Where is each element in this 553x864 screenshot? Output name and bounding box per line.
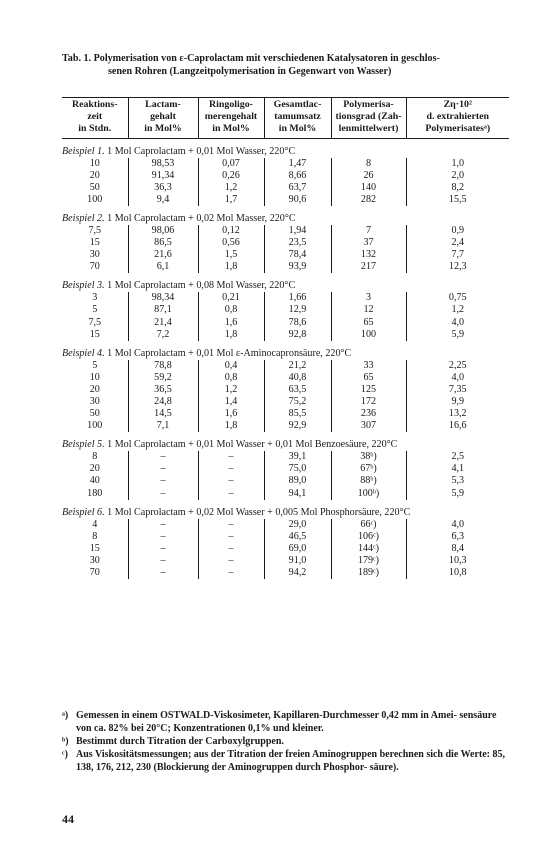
cell-degree: 65 — [331, 317, 406, 329]
table-row — [62, 420, 509, 432]
cell-oligomer: 0,07 — [198, 158, 264, 170]
cell-time: 5 — [92, 359, 98, 371]
cell-oligomer: 0,56 — [198, 237, 264, 249]
cell-conversion: 1,47 — [264, 158, 331, 170]
data-table — [62, 97, 509, 579]
cell-degree: 217 — [331, 261, 406, 273]
cell-viscosity: 10,3 — [406, 555, 509, 567]
cell-lactam: – — [128, 451, 198, 463]
cell-lactam: 98,53 — [128, 158, 198, 170]
section-conditions: 1 Mol Caprolactam + 0,01 Mol Wasser, 220°C — [107, 145, 296, 157]
section-heading — [62, 438, 509, 451]
cell-time: 8 — [92, 530, 98, 542]
cell-oligomer: 1,8 — [198, 261, 264, 273]
cell-degree: 100ᵇ) — [331, 488, 406, 500]
cell-lactam: 24,8 — [128, 396, 198, 408]
cell-lactam: 87,1 — [128, 304, 198, 316]
cell-oligomer: 1,8 — [198, 420, 264, 432]
cell-viscosity: 0,75 — [406, 292, 509, 304]
cell-conversion: 90,6 — [264, 194, 331, 206]
section-heading — [62, 212, 509, 225]
cell-viscosity: 1,0 — [406, 158, 509, 170]
cell-oligomer: 0,26 — [198, 170, 264, 182]
cell-time: 15 — [89, 328, 100, 340]
header-degree: Polymerisa- tionsgrad (Zah- lenmittelwert) — [331, 98, 406, 139]
cell-degree: 144ᶜ) — [331, 543, 406, 555]
cell-conversion: 93,9 — [264, 261, 331, 273]
caption-line-1: Tab. 1. Polymerisation von ε-Caprolactam mit verschiedenen Katalysatoren in geschlos- — [62, 53, 440, 64]
cell-viscosity: 7,7 — [406, 249, 509, 261]
cell-lactam: 59,2 — [128, 372, 198, 384]
cell-conversion: 39,1 — [264, 451, 331, 463]
cell-degree: 236 — [331, 408, 406, 420]
cell-time: 50 — [89, 181, 100, 193]
cell-conversion: 94,2 — [264, 567, 331, 579]
cell-conversion: 91,0 — [264, 555, 331, 567]
section-label: Beispiel 4. — [62, 347, 105, 359]
cell-degree: 33 — [331, 360, 406, 372]
header-lactam: Lactam- gehalt in Mol% — [128, 98, 198, 139]
cell-lactam: 86,5 — [128, 237, 198, 249]
section-label: Beispiel 5. — [62, 439, 105, 451]
cell-degree: 172 — [331, 396, 406, 408]
cell-time: 7,5 — [88, 224, 102, 236]
cell-time: 50 — [89, 408, 100, 420]
cell-viscosity: 10,8 — [406, 567, 509, 579]
cell-lactam: – — [128, 567, 198, 579]
cell-conversion: 78,6 — [264, 317, 331, 329]
cell-viscosity: 2,5 — [406, 451, 509, 463]
table-row — [62, 543, 509, 555]
cell-time: 15 — [89, 542, 100, 554]
cell-viscosity: 1,2 — [406, 304, 509, 316]
footnotes — [62, 709, 512, 774]
cell-time: 100 — [87, 193, 103, 205]
cell-degree: 3 — [331, 292, 406, 304]
table-row — [62, 317, 509, 329]
table-row — [62, 463, 509, 475]
cell-time: 70 — [89, 567, 100, 579]
section-conditions: 1 Mol Caprolactam + 0,02 Mol Masser, 220°C — [107, 212, 296, 224]
table-row — [62, 249, 509, 261]
cell-degree: 189ᶜ) — [331, 567, 406, 579]
cell-conversion: 75,0 — [264, 463, 331, 475]
table-row — [62, 475, 509, 487]
section-conditions: 1 Mol Caprolactam + 0,02 Mol Wasser + 0,005 Mol Phosphorsäure, 220°C — [107, 506, 411, 518]
cell-viscosity: 6,3 — [406, 531, 509, 543]
cell-lactam: 9,4 — [128, 194, 198, 206]
cell-degree: 307 — [331, 420, 406, 432]
cell-oligomer: – — [198, 567, 264, 579]
cell-degree: 26 — [331, 170, 406, 182]
cell-viscosity: 13,2 — [406, 408, 509, 420]
cell-oligomer: – — [198, 555, 264, 567]
cell-viscosity: 4,0 — [406, 519, 509, 531]
cell-conversion: 21,2 — [264, 360, 331, 372]
header-time: Reaktions- zeit in Stdn. — [71, 99, 118, 135]
cell-time: 180 — [87, 487, 103, 499]
cell-lactam: 36,5 — [128, 384, 198, 396]
cell-conversion: 29,0 — [264, 519, 331, 531]
cell-oligomer: – — [198, 519, 264, 531]
cell-conversion: 63,5 — [264, 384, 331, 396]
cell-conversion: 75,2 — [264, 396, 331, 408]
cell-oligomer: 1,6 — [198, 408, 264, 420]
cell-lactam: – — [128, 555, 198, 567]
cell-oligomer: 1,2 — [198, 182, 264, 194]
cell-time: 8 — [92, 451, 98, 463]
cell-lactam: 7,1 — [128, 420, 198, 432]
table-row — [62, 194, 509, 206]
cell-viscosity: 16,6 — [406, 420, 509, 432]
cell-viscosity: 2,25 — [406, 360, 509, 372]
cell-viscosity: 8,4 — [406, 543, 509, 555]
cell-degree: 12 — [331, 304, 406, 316]
cell-degree: 132 — [331, 249, 406, 261]
section-label: Beispiel 1. — [62, 145, 105, 157]
cell-lactam: – — [128, 488, 198, 500]
cell-oligomer: 0,8 — [198, 304, 264, 316]
cell-time: 4 — [92, 518, 98, 530]
cell-lactam: – — [128, 463, 198, 475]
cell-degree: 125 — [331, 384, 406, 396]
cell-time: 100 — [87, 420, 103, 432]
footnote-c: ᶜ) Aus Viskositätsmessungen; aus der Titration der freien Aminogruppen berechnen sich die Werte: 85, 138, 176, 212, 230 (Blockierung der Aminogruppen durch Phosphor- säure). — [62, 749, 506, 773]
cell-degree: 282 — [331, 194, 406, 206]
section-conditions: 1 Mol Caprolactam + 0,01 Mol Wasser + 0,01 Mol Benzoesäure, 220°C — [107, 439, 398, 451]
cell-oligomer: 0,4 — [198, 360, 264, 372]
cell-time: 3 — [92, 292, 98, 304]
cell-lactam: – — [128, 519, 198, 531]
cell-degree: 66ᶜ) — [331, 519, 406, 531]
cell-conversion: 8,66 — [264, 170, 331, 182]
section-heading — [62, 506, 509, 519]
table-row — [62, 329, 509, 341]
footnote-b: ᵇ) Bestimmt durch Titration der Carboxylgruppen. — [62, 736, 284, 747]
table-row — [62, 451, 509, 463]
section-heading — [62, 347, 509, 360]
cell-degree: 7 — [331, 225, 406, 237]
table-row — [62, 408, 509, 420]
cell-conversion: 40,8 — [264, 372, 331, 384]
cell-oligomer: – — [198, 463, 264, 475]
cell-degree: 140 — [331, 182, 406, 194]
table-row — [62, 261, 509, 273]
cell-viscosity: 5,3 — [406, 475, 509, 487]
cell-degree: 179ᶜ) — [331, 555, 406, 567]
cell-viscosity: 4,0 — [406, 317, 509, 329]
cell-lactam: 91,34 — [128, 170, 198, 182]
cell-viscosity: 5,9 — [406, 329, 509, 341]
cell-viscosity: 9,9 — [406, 396, 509, 408]
cell-oligomer: 0,8 — [198, 372, 264, 384]
cell-degree: 88ᵇ) — [331, 475, 406, 487]
cell-conversion: 46,5 — [264, 531, 331, 543]
cell-time: 40 — [89, 475, 100, 487]
table-header — [62, 98, 509, 139]
cell-lactam: 98,34 — [128, 292, 198, 304]
cell-time: 30 — [89, 249, 100, 261]
section-conditions: 1 Mol Caprolactam + 0,01 Mol ε-Aminocapronsäure, 220°C — [107, 347, 352, 359]
cell-oligomer: 0,21 — [198, 292, 264, 304]
cell-conversion: 1,66 — [264, 292, 331, 304]
cell-degree: 67ᵇ) — [331, 463, 406, 475]
cell-viscosity: 5,9 — [406, 488, 509, 500]
cell-degree: 65 — [331, 372, 406, 384]
cell-conversion: 92,9 — [264, 420, 331, 432]
table-body — [62, 138, 509, 579]
page-number: 44 — [62, 812, 74, 826]
cell-time: 70 — [89, 261, 100, 273]
table-row — [62, 292, 509, 304]
section-conditions: 1 Mol Caprolactam + 0,08 Mol Wasser, 220°C — [107, 280, 296, 292]
cell-conversion: 89,0 — [264, 475, 331, 487]
section-heading — [62, 145, 509, 158]
table-row — [62, 531, 509, 543]
header-viscosity: Zη·10² d. extrahierten Polymerisatesᵃ) — [406, 98, 509, 139]
cell-degree: 8 — [331, 158, 406, 170]
header-conversion: Gesamtlac- tamumsatz in Mol% — [264, 98, 331, 139]
cell-viscosity: 4,0 — [406, 372, 509, 384]
cell-viscosity: 2,0 — [406, 170, 509, 182]
table-row — [62, 384, 509, 396]
cell-conversion: 63,7 — [264, 182, 331, 194]
cell-lactam: – — [128, 475, 198, 487]
cell-viscosity: 8,2 — [406, 182, 509, 194]
section-label: Beispiel 6. — [62, 506, 105, 518]
cell-oligomer: – — [198, 475, 264, 487]
cell-oligomer: – — [198, 451, 264, 463]
cell-time: 30 — [89, 554, 100, 566]
table-row — [62, 555, 509, 567]
cell-conversion: 78,4 — [264, 249, 331, 261]
cell-conversion: 23,5 — [264, 237, 331, 249]
cell-degree: 106ᶜ) — [331, 531, 406, 543]
table-row — [62, 304, 509, 316]
header-oligomer: Ringoligo- merengehalt in Mol% — [198, 98, 264, 139]
cell-oligomer: – — [198, 488, 264, 500]
section-heading — [62, 279, 509, 292]
cell-lactam: 21,6 — [128, 249, 198, 261]
cell-time: 20 — [89, 383, 100, 395]
cell-viscosity: 0,9 — [406, 225, 509, 237]
cell-conversion: 85,5 — [264, 408, 331, 420]
cell-conversion: 94,1 — [264, 488, 331, 500]
cell-conversion: 92,8 — [264, 329, 331, 341]
cell-time: 15 — [89, 237, 100, 249]
section-label: Beispiel 2. — [62, 212, 105, 224]
cell-lactam: 7,2 — [128, 329, 198, 341]
table-row — [62, 519, 509, 531]
section-label: Beispiel 3. — [62, 280, 105, 292]
cell-viscosity: 4,1 — [406, 463, 509, 475]
cell-oligomer: 0,12 — [198, 225, 264, 237]
cell-lactam: – — [128, 531, 198, 543]
cell-lactam: 6,1 — [128, 261, 198, 273]
table-row — [62, 488, 509, 500]
cell-lactam: 14,5 — [128, 408, 198, 420]
cell-degree: 100 — [331, 329, 406, 341]
cell-lactam: 36,3 — [128, 182, 198, 194]
table-row — [62, 360, 509, 372]
cell-conversion: 1,94 — [264, 225, 331, 237]
table-row — [62, 182, 509, 194]
cell-oligomer: 1,5 — [198, 249, 264, 261]
cell-time: 20 — [89, 169, 100, 181]
cell-oligomer: 1,7 — [198, 194, 264, 206]
cell-oligomer: 1,8 — [198, 329, 264, 341]
table-caption — [62, 52, 502, 78]
table-row — [62, 372, 509, 384]
cell-oligomer: 1,4 — [198, 396, 264, 408]
cell-lactam: 21,4 — [128, 317, 198, 329]
cell-time: 5 — [92, 304, 98, 316]
cell-oligomer: 1,6 — [198, 317, 264, 329]
cell-oligomer: 1,2 — [198, 384, 264, 396]
cell-conversion: 12,9 — [264, 304, 331, 316]
cell-conversion: 69,0 — [264, 543, 331, 555]
table-row — [62, 567, 509, 579]
cell-viscosity: 12,3 — [406, 261, 509, 273]
footnote-a: ᵃ) Gemessen in einem OSTWALD-Viskosimeter, Kapillaren-Durchmesser 0,42 mm in Amei- sensäure von ca. 82% bei 20°C; Konzentrationen 0,1% und kleiner. — [62, 710, 497, 734]
table-row — [62, 170, 509, 182]
table-row — [62, 225, 509, 237]
cell-lactam: 78,8 — [128, 360, 198, 372]
cell-viscosity: 2,4 — [406, 237, 509, 249]
cell-viscosity: 7,35 — [406, 384, 509, 396]
table-row — [62, 396, 509, 408]
caption-line-2: senen Rohren (Langzeitpolymerisation in Gegenwart von Wasser) — [108, 66, 392, 78]
cell-degree: 37 — [331, 237, 406, 249]
cell-degree: 38ᵇ) — [331, 451, 406, 463]
cell-time: 10 — [89, 157, 100, 169]
cell-viscosity: 15,5 — [406, 194, 509, 206]
table-row — [62, 158, 509, 170]
cell-time: 10 — [89, 371, 100, 383]
cell-lactam: – — [128, 543, 198, 555]
cell-lactam: 98,06 — [128, 225, 198, 237]
table-row — [62, 237, 509, 249]
cell-time: 30 — [89, 396, 100, 408]
cell-oligomer: – — [198, 531, 264, 543]
cell-time: 7,5 — [88, 316, 102, 328]
cell-oligomer: – — [198, 543, 264, 555]
cell-time: 20 — [89, 463, 100, 475]
